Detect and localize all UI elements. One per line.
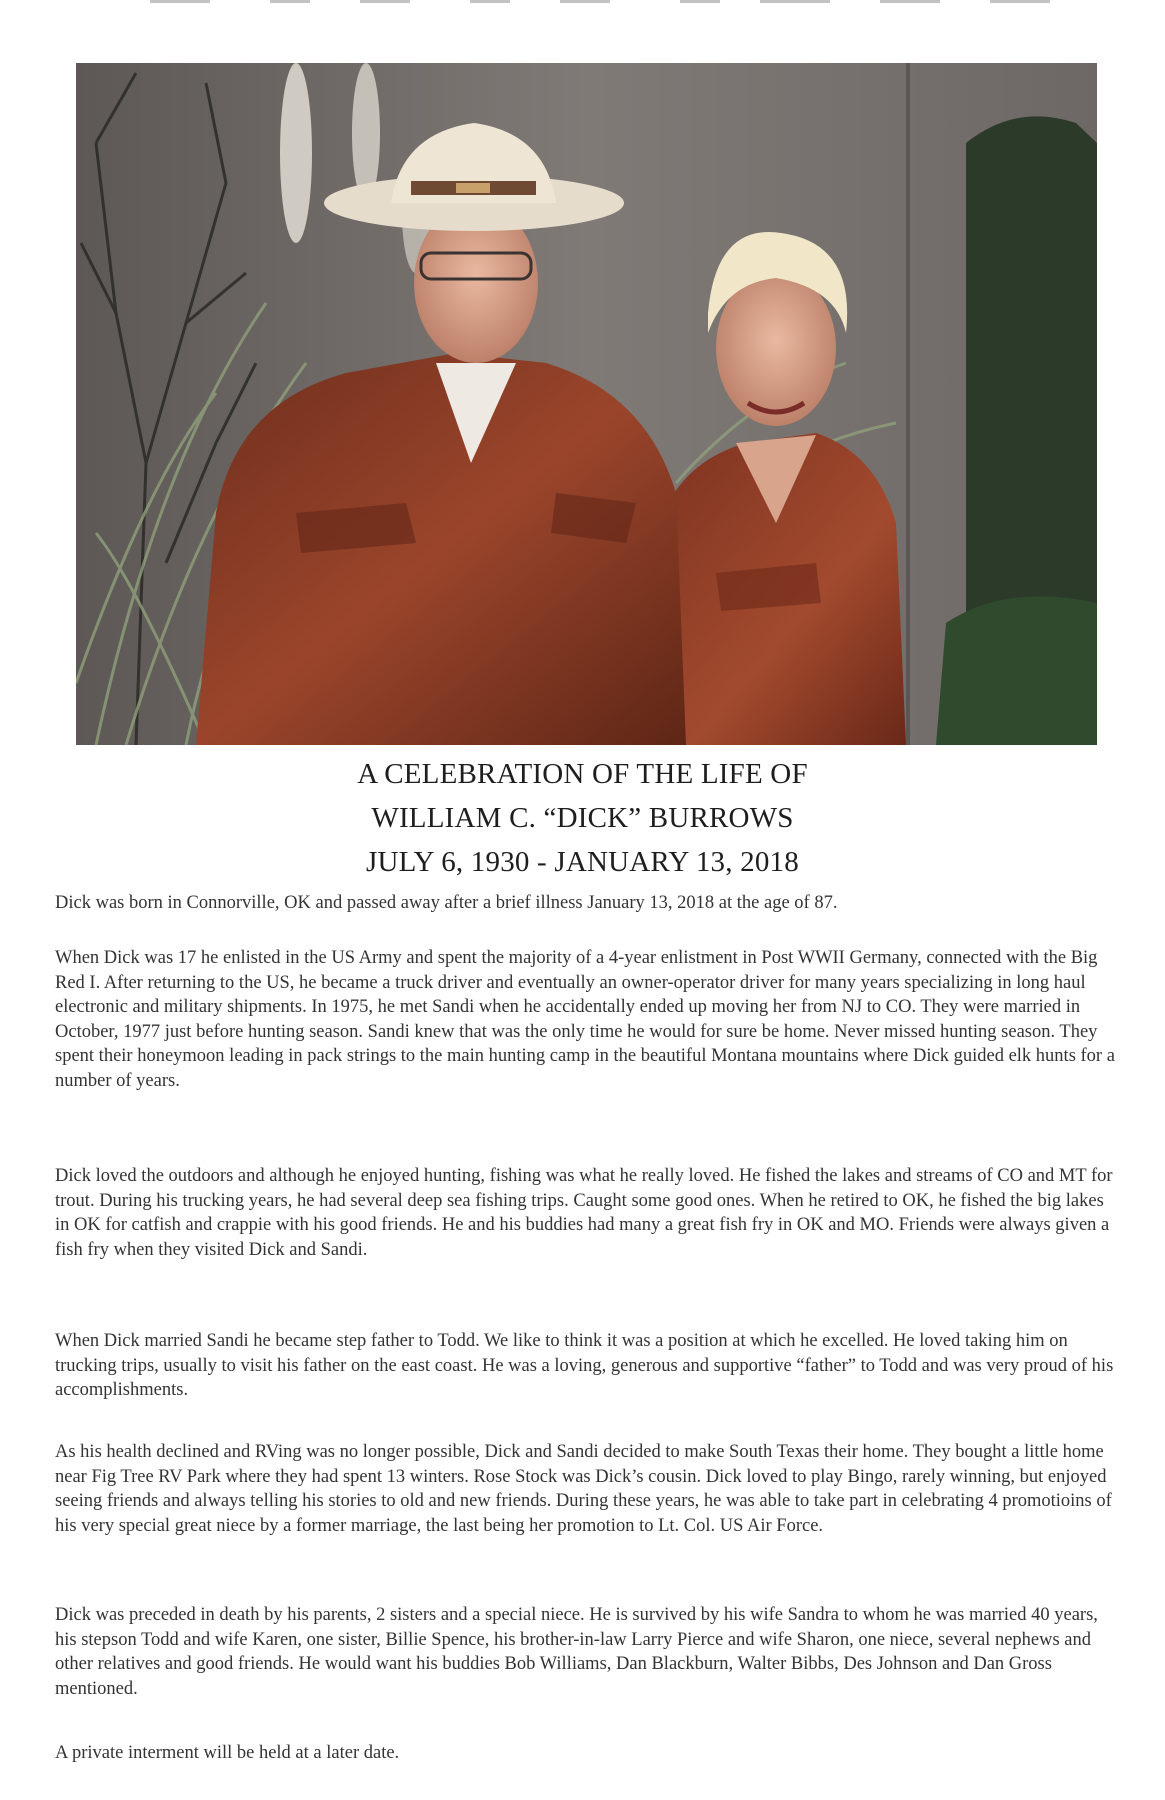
scan-edge-marks: [0, 0, 1165, 6]
heading-name: WILLIAM C. “DICK” BURROWS: [371, 802, 794, 834]
heading-dates: JULY 6, 1930 - JANUARY 13, 2018: [366, 846, 799, 878]
paragraph-outdoors-fishing: Dick loved the outdoors and although he enjoyed hunting, fishing was what he really loved. He fished the lakes and streams of CO and MT for trout. During his trucking years, he had several deep sea fishing trips. Caught some good ones. When he retired to OK, he fished the big lakes in OK for catfish and crappie with his good friends. He and his buddies had many a great fish fry in OK and MO. Friends were always given a fish fry when they visited Dick and Sandi.: [55, 1166, 1113, 1260]
paragraph-stepfather: When Dick married Sandi he became step father to Todd. We like to think it was a position at which he excelled. He loved taking him on trucking trips, usually to visit his father on the east coast. He was a loving, generous and supportive “father” to Todd and was very proud of his accomplishments.: [55, 1331, 1114, 1400]
paragraph-interment: A private interment will be held at a later date.: [55, 1743, 400, 1763]
paragraph-military-career: When Dick was 17 he enlisted in the US Army and spent the majority of a 4-year enlistment in Post WWII Germany, connected with the Big Red I. After returning to the US, he became a truck driver and eventually an owner-operator driver for many years specializing in long haul electronic and military shipments. In 1975, he met Sandi when he accidentally ended up moving her from NJ to CO. They were married in October, 1977 just before hunting season. Sandi knew that was the only time he would for sure be home. Never missed hunting season. They spent their honeymoon leading in pack strings to the main hunting camp in the beautiful Montana mountains where Dick guided elk hunts for a number of years.: [55, 948, 1115, 1091]
paragraph-south-texas: As his health declined and RVing was no longer possible, Dick and Sandi decided to make South Texas their home. They bought a little home near Fig Tree RV Park where they had spent 13 winters. Rose Stock was Dick’s cousin. Dick loved to play Bingo, rarely winning, but enjoyed seeing friends and always telling his stories to old and new friends. During these years, he was able to take part in celebrating 4 promotioins of his very special great niece by a former marriage, the last being her promotion to Lt. Col. US Air Force.: [55, 1442, 1112, 1536]
intro-paragraph: Dick was born in Connorville, OK and passed away after a brief illness January 13, 2018 at the age of 87.: [55, 893, 838, 913]
memorial-photo: [76, 63, 1097, 745]
paragraph-survivors: Dick was preceded in death by his parents, 2 sisters and a special niece. He is survived by his wife Sandra to whom he was married 40 years, his stepson Todd and wife Karen, one sister, Billie Spence, his brother-in-law Larry Pierce and wife Sharon, one niece, several nephews and other relatives and good friends. He would want his buddies Bob Williams, Dan Blackburn, Walter Bibbs, Des Johnson and Dan Gross mentioned.: [55, 1605, 1098, 1699]
heading-celebration: A CELEBRATION OF THE LIFE OF: [357, 758, 808, 790]
